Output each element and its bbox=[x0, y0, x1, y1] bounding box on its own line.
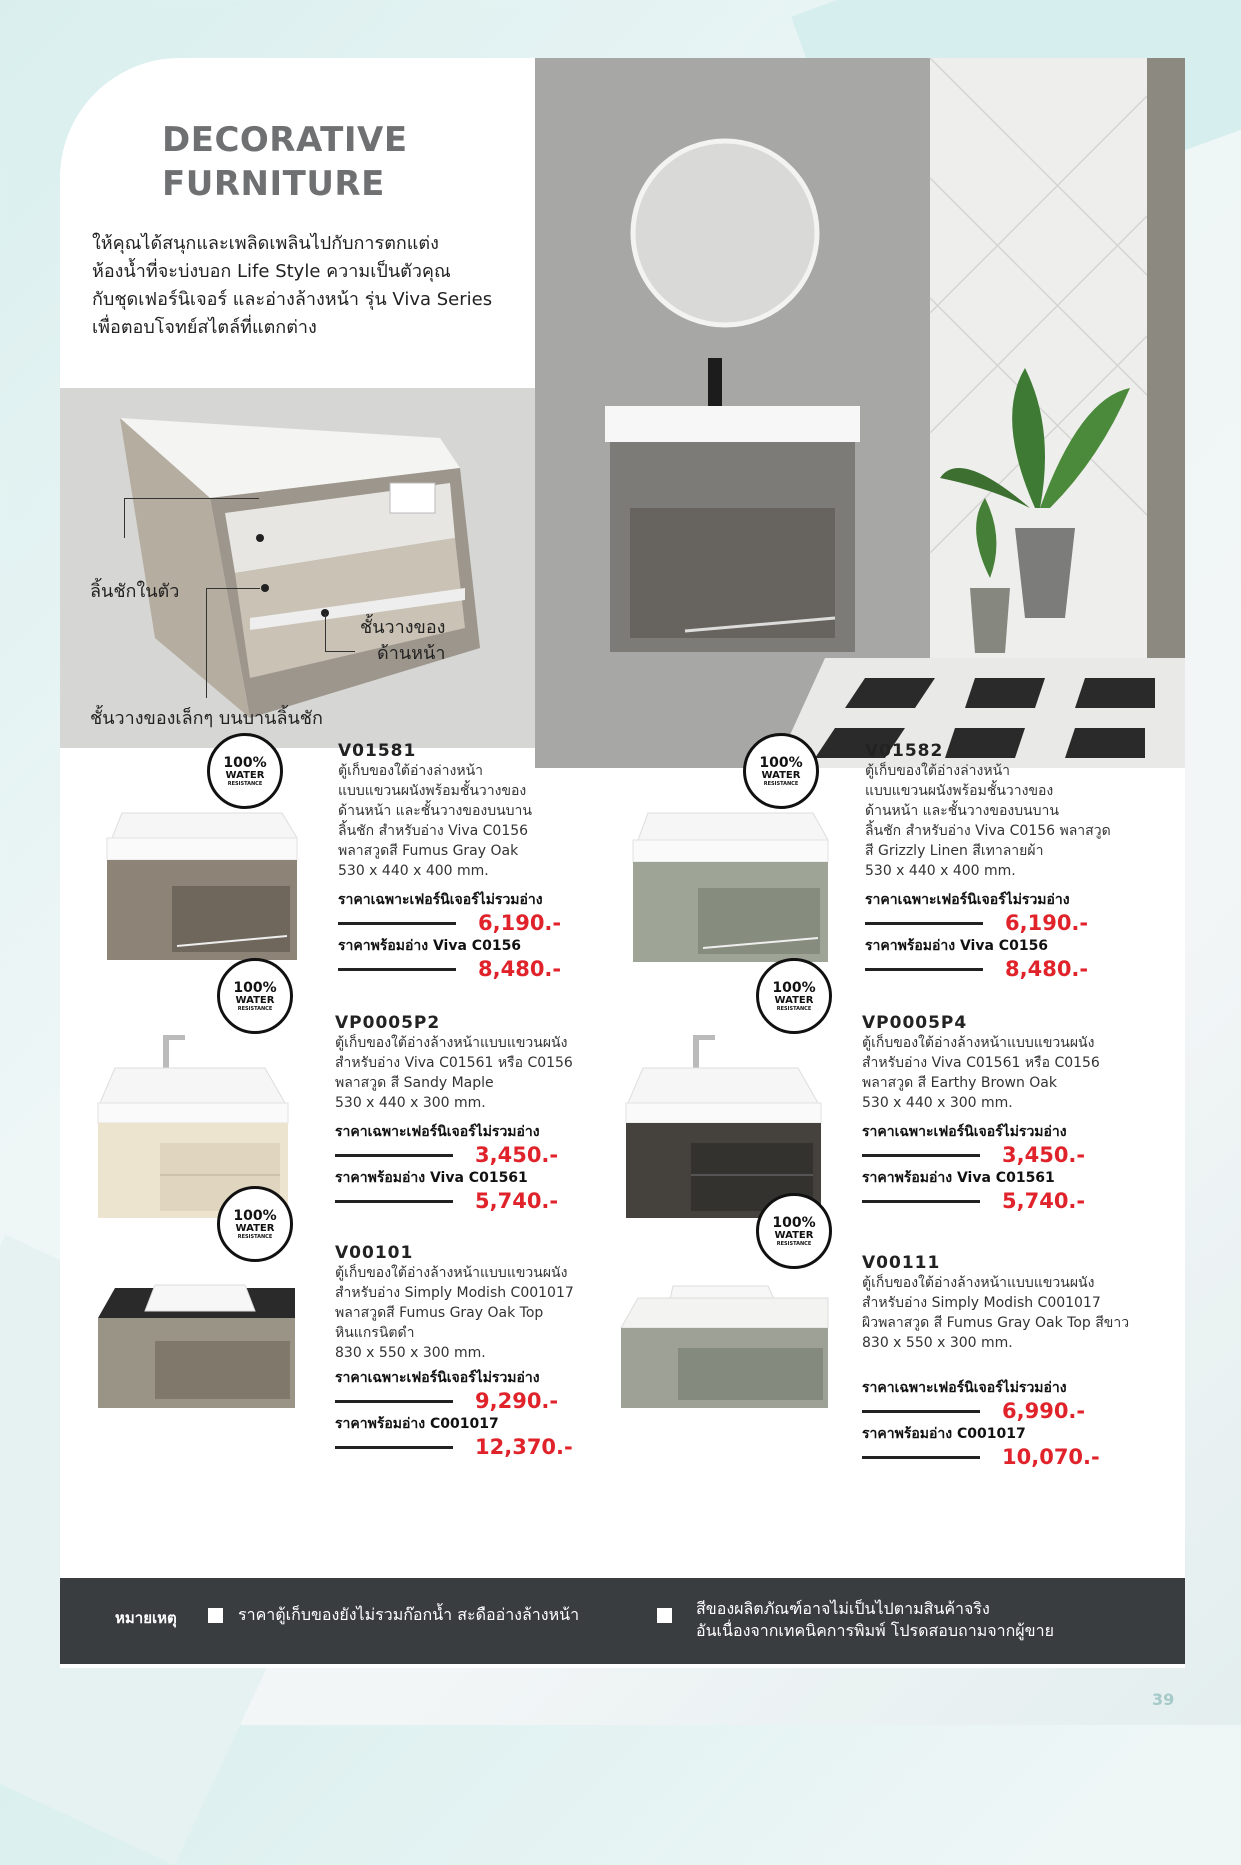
price-label: ราคาพร้อมอ่าง Viva C0156 bbox=[338, 938, 522, 954]
square-bullet-icon bbox=[657, 1608, 672, 1623]
badge-percent: 100% bbox=[233, 979, 277, 996]
price-rule bbox=[338, 922, 456, 925]
product-desc-line: พลาสวูด สี Sandy Maple bbox=[335, 1075, 494, 1091]
price-rule bbox=[335, 1154, 453, 1157]
price-label: ราคาเฉพาะเฟอร์นิเจอร์ไม่รวมอ่าง bbox=[335, 1124, 540, 1140]
product-desc-line: ตู้เก็บของใต้อ่างล่างหน้า bbox=[338, 763, 484, 779]
leader-line bbox=[325, 651, 355, 652]
badge-resistance: RESISTANCE bbox=[237, 1005, 273, 1012]
water-resistance-badge bbox=[756, 1193, 832, 1269]
price-label: ราคาพร้อมอ่าง Viva C01561 bbox=[335, 1170, 528, 1186]
price-label: ราคาเฉพาะเฟอร์นิเจอร์ไม่รวมอ่าง bbox=[335, 1370, 540, 1386]
product-desc-line: ตู้เก็บของใต้อ่างล้างหน้าแบบแขวนผนัง bbox=[335, 1265, 568, 1281]
price-rule bbox=[862, 1200, 980, 1203]
price-rule bbox=[335, 1200, 453, 1203]
drawer-illustration bbox=[60, 388, 535, 748]
product-desc-line: ผิวพลาสวูด สี Fumus Gray Oak Top สีขาว bbox=[862, 1315, 1130, 1331]
badge-water: WATER bbox=[225, 769, 265, 781]
callout-line: ชั้นวางของ bbox=[360, 617, 446, 638]
badge-resistance: RESISTANCE bbox=[763, 780, 799, 787]
price-with-basin: 8,480.- bbox=[1005, 957, 1089, 981]
badge-water: WATER bbox=[235, 994, 275, 1006]
price-label: ราคาพร้อมอ่าง C001017 bbox=[335, 1416, 499, 1432]
leader-line bbox=[124, 498, 259, 499]
product-code: V00111 bbox=[862, 1253, 941, 1273]
price-furniture: 3,450.- bbox=[1002, 1143, 1086, 1167]
drawer-detail-image bbox=[60, 388, 535, 748]
product-desc-line: สำหรับอ่าง Viva C01561 หรือ C0156 bbox=[862, 1055, 1100, 1071]
product-code: VP0005P2 bbox=[335, 1013, 441, 1033]
price-rule bbox=[865, 922, 983, 925]
intro-line: เพื่อตอบโจทย์สไตล์ที่แตกต่าง bbox=[92, 317, 317, 338]
badge-percent: 100% bbox=[759, 754, 803, 771]
price-with-basin: 8,480.- bbox=[478, 957, 562, 981]
callout-drawer: ลิ้นชักในตัว bbox=[90, 581, 180, 602]
price-with-basin: 5,740.- bbox=[475, 1189, 559, 1213]
product-desc-line: ตู้เก็บของใต้อ่างล้างหน้าแบบแขวนผนัง bbox=[862, 1035, 1095, 1051]
product-desc-line: 530 x 440 x 300 mm. bbox=[335, 1095, 486, 1111]
badge-resistance: RESISTANCE bbox=[776, 1005, 812, 1012]
product-image-v01581 bbox=[102, 808, 302, 968]
page-number: 39 bbox=[1152, 1690, 1175, 1709]
note-text bbox=[696, 1598, 1054, 1642]
water-resistance-badge bbox=[207, 733, 283, 809]
price-label: ราคาพร้อมอ่าง Viva C0156 bbox=[865, 938, 1049, 954]
badge-percent: 100% bbox=[772, 1214, 816, 1231]
page-title bbox=[162, 118, 408, 206]
note-text: ราคาตู้เก็บของยังไม่รวมก๊อกน้ำ สะดืออ่างล้างหน้า bbox=[238, 1605, 580, 1624]
intro-line: ให้คุณได้สนุกและเพลิดเพลินไปกับการตกแต่ง bbox=[92, 233, 439, 254]
product-desc-line: แบบแขวนผนังพร้อมชั้นวางของ bbox=[865, 783, 1054, 799]
badge-water: WATER bbox=[235, 1222, 275, 1234]
badge-resistance: RESISTANCE bbox=[227, 780, 263, 787]
leader-line bbox=[206, 588, 260, 589]
intro-line: ห้องน้ำที่จะบ่งบอก Life Style ความเป็นตัวคุณ bbox=[92, 261, 451, 282]
product-desc-line: ตู้เก็บของใต้อ่างล่างหน้า bbox=[865, 763, 1011, 779]
notes-footer bbox=[60, 1578, 1185, 1664]
badge-percent: 100% bbox=[772, 979, 816, 996]
intro-line: กับชุดเฟอร์นิเจอร์ และอ่างล้างหน้า รุ่น Viva Series bbox=[92, 289, 493, 310]
product-code: V00101 bbox=[335, 1243, 414, 1263]
price-rule bbox=[862, 1410, 980, 1413]
product-code: VP0005P4 bbox=[862, 1013, 968, 1033]
product-desc-line: 830 x 550 x 300 mm. bbox=[862, 1335, 1013, 1351]
product-desc-line: ตู้เก็บของใต้อ่างล้างหน้าแบบแขวนผนัง bbox=[335, 1035, 568, 1051]
title-line: FURNITURE bbox=[162, 164, 385, 204]
badge-percent: 100% bbox=[223, 754, 267, 771]
product-info-vp0005p2 bbox=[335, 1013, 573, 1213]
badge-water: WATER bbox=[774, 1229, 814, 1241]
product-info-v00101 bbox=[335, 1243, 574, 1459]
product-desc-line: พลาสวูดสี Fumus Gray Oak bbox=[338, 843, 519, 859]
price-furniture: 6,190.- bbox=[1005, 911, 1089, 935]
price-with-basin: 10,070.- bbox=[1002, 1445, 1100, 1469]
product-desc-line: หินแกรนิตดำ bbox=[335, 1325, 415, 1341]
product-image-v01582 bbox=[628, 808, 838, 973]
product-desc-line: สำหรับอ่าง Simply Modish C001017 bbox=[335, 1285, 574, 1301]
price-furniture: 9,290.- bbox=[475, 1389, 559, 1413]
badge-water: WATER bbox=[774, 994, 814, 1006]
callout-small-shelf: ชั้นวางของเล็กๆ บนบานลิ้นชัก bbox=[90, 708, 323, 729]
price-label: ราคาเฉพาะเฟอร์นิเจอร์ไม่รวมอ่าง bbox=[338, 892, 543, 908]
product-code: V01581 bbox=[338, 741, 417, 761]
product-desc-line: สี Grizzly Linen สีเทาลายผ้า bbox=[865, 843, 1044, 859]
water-resistance-badge bbox=[217, 1186, 293, 1262]
price-label: ราคาเฉพาะเฟอร์นิเจอร์ไม่รวมอ่าง bbox=[862, 1124, 1067, 1140]
price-rule bbox=[338, 968, 456, 971]
product-desc-line: ด้านหน้า และชั้นวางของบนบาน bbox=[338, 803, 532, 819]
square-bullet-icon bbox=[208, 1608, 223, 1623]
callout-line: ด้านหน้า bbox=[377, 643, 446, 664]
price-label: ราคาเฉพาะเฟอร์นิเจอร์ไม่รวมอ่าง bbox=[862, 1380, 1067, 1396]
product-desc-line: 830 x 550 x 300 mm. bbox=[335, 1345, 486, 1361]
product-desc-line: พลาสวูด สี Earthy Brown Oak bbox=[862, 1075, 1057, 1091]
product-desc-line: แบบแขวนผนังพร้อมชั้นวางของ bbox=[338, 783, 527, 799]
product-desc-line: 530 x 440 x 300 mm. bbox=[862, 1095, 1013, 1111]
product-desc-line: สำหรับอ่าง Viva C01561 หรือ C0156 bbox=[335, 1055, 573, 1071]
product-desc-line: 530 x 440 x 400 mm. bbox=[865, 863, 1016, 879]
title-line: DECORATIVE bbox=[162, 120, 408, 160]
catalog-page bbox=[60, 58, 1185, 1668]
price-with-basin: 12,370.- bbox=[475, 1435, 573, 1459]
badge-percent: 100% bbox=[233, 1207, 277, 1224]
price-furniture: 3,450.- bbox=[475, 1143, 559, 1167]
intro-text bbox=[92, 230, 512, 342]
product-desc-line: สำหรับอ่าง Simply Modish C001017 bbox=[862, 1295, 1101, 1311]
notes-label: หมายเหตุ bbox=[115, 1609, 177, 1627]
water-resistance-badge bbox=[756, 958, 832, 1034]
price-with-basin: 5,740.- bbox=[1002, 1189, 1086, 1213]
badge-water: WATER bbox=[761, 769, 801, 781]
price-rule bbox=[335, 1446, 453, 1449]
product-info-vp0005p4 bbox=[862, 1013, 1100, 1213]
price-rule bbox=[862, 1154, 980, 1157]
price-rule bbox=[862, 1456, 980, 1459]
badge-resistance: RESISTANCE bbox=[237, 1233, 273, 1240]
price-label: ราคาเฉพาะเฟอร์นิเจอร์ไม่รวมอ่าง bbox=[865, 892, 1070, 908]
price-label: ราคาพร้อมอ่าง Viva C01561 bbox=[862, 1170, 1055, 1186]
price-rule bbox=[865, 968, 983, 971]
product-desc-line: ด้านหน้า และชั้นวางของบนบาน bbox=[865, 803, 1059, 819]
note-line: อันเนื่องจากเทคนิคการพิมพ์ โปรดสอบถามจากผู้ขาย bbox=[696, 1621, 1054, 1640]
product-info-v01582 bbox=[865, 741, 1111, 981]
price-label: ราคาพร้อมอ่าง C001017 bbox=[862, 1426, 1026, 1442]
price-furniture: 6,990.- bbox=[1002, 1399, 1086, 1423]
callout-front-shelf bbox=[360, 615, 445, 667]
product-desc-line: 530 x 440 x 400 mm. bbox=[338, 863, 489, 879]
product-desc-line: พลาสวูดสี Fumus Gray Oak Top bbox=[335, 1305, 544, 1321]
leader-line bbox=[206, 588, 207, 698]
price-furniture: 6,190.- bbox=[478, 911, 562, 935]
product-info-v01581 bbox=[338, 741, 561, 981]
product-desc-line: ลิ้นชัก สำหรับอ่าง Viva C0156 bbox=[338, 823, 529, 839]
water-resistance-badge bbox=[743, 733, 819, 809]
product-image-v00111 bbox=[618, 1283, 833, 1413]
water-resistance-badge bbox=[217, 958, 293, 1034]
leader-line bbox=[124, 498, 125, 538]
leader-line bbox=[325, 613, 326, 651]
price-rule bbox=[335, 1400, 453, 1403]
note-line: สีของผลิตภัณฑ์อาจไม่เป็นไปตามสินค้าจริง bbox=[696, 1599, 990, 1618]
product-desc-line: ลิ้นชัก สำหรับอ่าง Viva C0156 พลาสวูด bbox=[865, 823, 1111, 839]
product-image-v00101 bbox=[95, 1283, 300, 1413]
product-desc-line: ตู้เก็บของใต้อ่างล้างหน้าแบบแขวนผนัง bbox=[862, 1275, 1095, 1291]
product-info-v00111 bbox=[862, 1253, 1129, 1469]
badge-resistance: RESISTANCE bbox=[776, 1240, 812, 1247]
product-code: V01582 bbox=[865, 741, 944, 761]
